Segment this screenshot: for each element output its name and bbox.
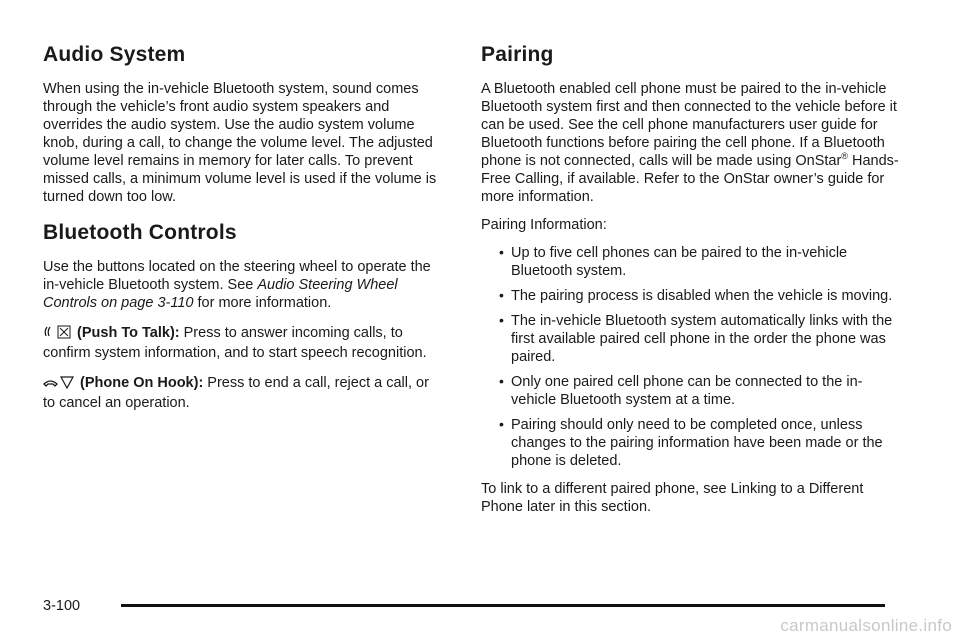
pairing-info-label: Pairing Information: xyxy=(481,217,607,233)
list-item: • Only one paired cell phone can be connected to the in-vehicle Bluetooth system at a time. xyxy=(511,373,901,409)
phone-handset-icon xyxy=(43,376,58,394)
mute-speaker-icon xyxy=(57,325,71,344)
push-to-talk-text: Press to answer incoming calls, to confirm system information, and to start speech recognition. xyxy=(43,325,427,361)
list-item: • The pairing process is disabled when the vehicle is moving. xyxy=(511,287,901,305)
push-to-talk-description xyxy=(43,324,443,362)
registered-mark: ® xyxy=(841,151,848,162)
watermark: carmanualsonline.info xyxy=(780,616,952,635)
push-to-talk-label: (Push To Talk): xyxy=(77,325,180,341)
pairing-heading: Pairing xyxy=(481,43,554,66)
list-item: • Pairing should only need to be completed once, unless changes to the pairing information have been made or the phone is deleted. xyxy=(511,416,901,470)
list-item: • Up to five cell phones can be paired to the in-vehicle Bluetooth system. xyxy=(511,244,901,280)
bluetooth-controls-intro xyxy=(43,258,443,312)
pairing-info-list xyxy=(481,244,901,470)
bluetooth-controls-heading: Bluetooth Controls xyxy=(43,221,237,244)
page-number: 3-100 xyxy=(43,598,81,614)
pairing-body-pre: A Bluetooth enabled cell phone must be paired to the in-vehicle Bluetooth system first and then connected to the vehicle before it can be used. See the cell phone manufacturers user guide for Bluetooth functions before pairing the cell phone. If a Bluetooth phone is not connected, calls will be made using OnStar xyxy=(481,81,897,169)
right-column xyxy=(481,42,901,526)
list-item: • The in-vehicle Bluetooth system automatically links with the first available paired cell phone in the order the phone was paired. xyxy=(511,312,901,366)
audio-system-body: When using the in-vehicle Bluetooth system, sound comes through the vehicle’s front audio system speakers and overrides the audio system. Use the audio system volume knob, during a call, to change the volume level. The adjusted volume level remains in memory for later calls. To prevent missed calls, a minimum volume level is used if the volume is turned down too low. xyxy=(43,81,437,205)
footer-divider xyxy=(121,604,885,607)
audio-steering-wheel-controls-link[interactable]: Audio Steering Wheel Controls on page 3-110 xyxy=(43,277,398,311)
pairing-closing: To link to a different paired phone, see Linking to a Different Phone later in this section. xyxy=(481,481,864,515)
pairing-body-post: Hands-Free Calling, if available. Refer to the OnStar owner’s guide for more information. xyxy=(481,153,899,205)
audio-system-heading: Audio System xyxy=(43,43,186,66)
pairing-body xyxy=(481,80,901,206)
left-column xyxy=(43,42,443,422)
intro-text-pre: Use the buttons located on the steering wheel to operate the in-vehicle Bluetooth system. See xyxy=(43,259,431,293)
intro-text-post: for more information. xyxy=(193,295,332,311)
phone-on-hook-label: (Phone On Hook): xyxy=(80,375,204,391)
phone-on-hook-description xyxy=(43,374,443,412)
voice-wave-icon xyxy=(43,325,55,344)
phone-on-hook-text: Press to end a call, reject a call, or to cancel an operation. xyxy=(43,375,429,411)
down-triangle-icon xyxy=(60,376,74,394)
